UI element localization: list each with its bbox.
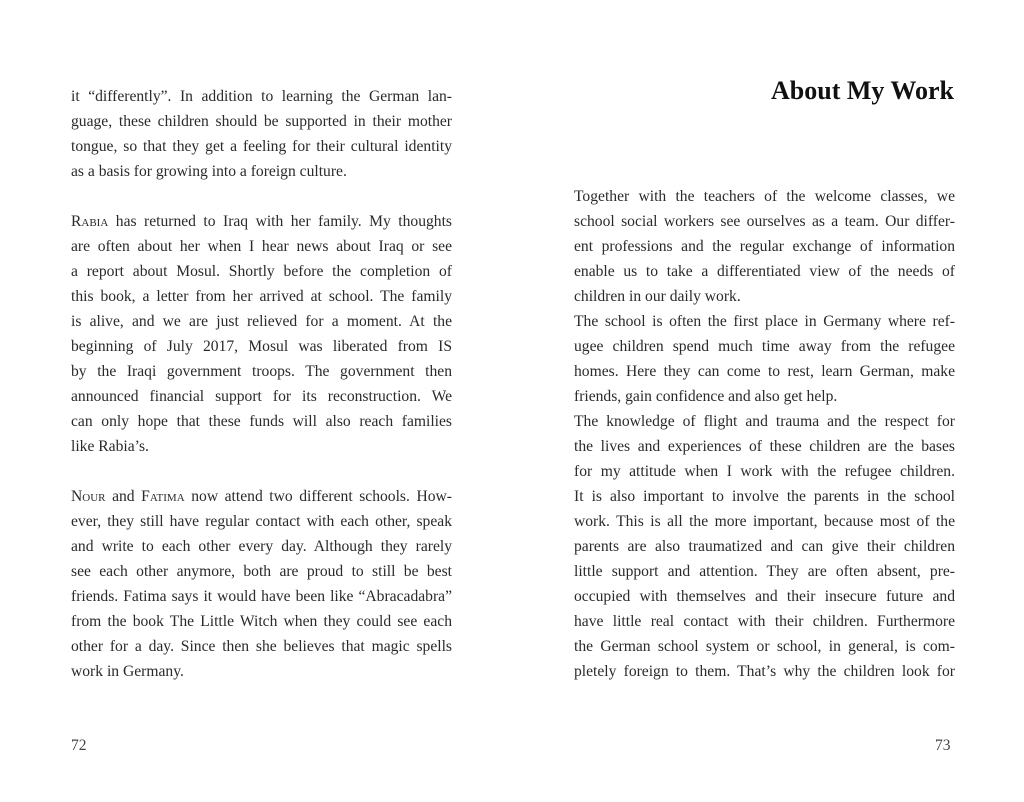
- text-line: ugee children spend much time away from the refugee: [574, 338, 955, 355]
- text-line: It is also important to involve the parents in the school: [574, 488, 955, 505]
- text-line: little support and attention. They are often absent, pre-: [574, 563, 955, 580]
- text-line-rest: has returned to Iraq with her family. My thoughts: [115, 213, 453, 230]
- text-line: The knowledge of flight and trauma and the respect for: [574, 413, 955, 430]
- left-page-body: [71, 84, 452, 684]
- text-line: is alive, and we are just relieved for a moment. At the: [71, 313, 452, 330]
- paragraph-gap: [71, 184, 452, 209]
- text-line: The school is often the first place in Germany where ref-: [574, 313, 955, 330]
- text-line: friends, gain confidence and also get help.: [574, 388, 838, 405]
- text-line: can only hope that these funds will also reach families: [71, 413, 452, 430]
- text-line: are often about her when I hear news about Iraq or see: [71, 238, 452, 255]
- text-line-with-names: [71, 484, 452, 509]
- text-line: the German school system or school, in general, is com-: [574, 638, 955, 655]
- text-line: parents are also traumatized and can give their children: [574, 538, 955, 555]
- text-line: see each other anymore, both are proud to still be best: [71, 563, 452, 580]
- name-fatima: Fatima: [141, 488, 185, 505]
- text-line: other for a day. Since then she believes that magic spells: [71, 638, 452, 655]
- text-line: enable us to take a differentiated view of the needs of: [574, 263, 955, 280]
- text-line: beginning of July 2017, Mosul was liberated from IS: [71, 338, 452, 355]
- text-line: a report about Mosul. Shortly before the completion of: [71, 263, 452, 280]
- right-page-body: [574, 184, 955, 684]
- name-nour: Nour: [71, 488, 106, 505]
- chapter-title: About My Work: [771, 76, 954, 105]
- right-page: [512, 0, 1024, 802]
- text-line: from the book The Little Witch when they could see each: [71, 613, 452, 630]
- text-line: homes. Here they can come to rest, learn German, make: [574, 363, 955, 380]
- text-line: the lives and experiences of these children are the bases: [574, 438, 955, 455]
- text-line-rest: now attend two different schools. How-: [191, 488, 452, 505]
- name-rabia: Rabia: [71, 213, 109, 230]
- text-line: like Rabia’s.: [71, 438, 149, 455]
- text-line: it “differently”. In addition to learning the German lan-: [71, 88, 452, 105]
- text-line: pletely foreign to them. That’s why the children look for: [574, 663, 955, 680]
- page-number: 73: [935, 737, 951, 754]
- text-line: and write to each other every day. Although they rarely: [71, 538, 452, 555]
- text-line: work. This is all the more important, because most of the: [574, 513, 955, 530]
- text-line: as a basis for growing into a foreign culture.: [71, 163, 347, 180]
- text-line: ent professions and the regular exchange of information: [574, 238, 955, 255]
- paragraph-gap: [71, 459, 452, 484]
- text-line: children in our daily work.: [574, 288, 741, 305]
- text-line: ever, they still have regular contact with each other, speak: [71, 513, 452, 530]
- page-number: 72: [71, 737, 87, 754]
- text-line: tongue, so that they get a feeling for their cultural identity: [71, 138, 452, 155]
- text-line: for my attitude when I work with the refugee children.: [574, 463, 955, 480]
- text-line: announced financial support for its reconstruction. We: [71, 388, 452, 405]
- text-line: by the Iraqi government troops. The government then: [71, 363, 452, 380]
- text-line: work in Germany.: [71, 663, 184, 680]
- text-line: have little real contact with their children. Furthermore: [574, 613, 955, 630]
- text-line: this book, a letter from her arrived at school. The family: [71, 288, 452, 305]
- name-connector: and: [112, 488, 135, 505]
- text-line: school social workers see ourselves as a team. Our differ-: [574, 213, 955, 230]
- text-line: Together with the teachers of the welcome classes, we: [574, 188, 955, 205]
- text-line: occupied with themselves and their insecure future and: [574, 588, 955, 605]
- text-line: friends. Fatima says it would have been like “Abracadabra”: [71, 588, 452, 605]
- text-line-with-name: [71, 209, 452, 234]
- text-line: guage, these children should be supported in their mother: [71, 113, 452, 130]
